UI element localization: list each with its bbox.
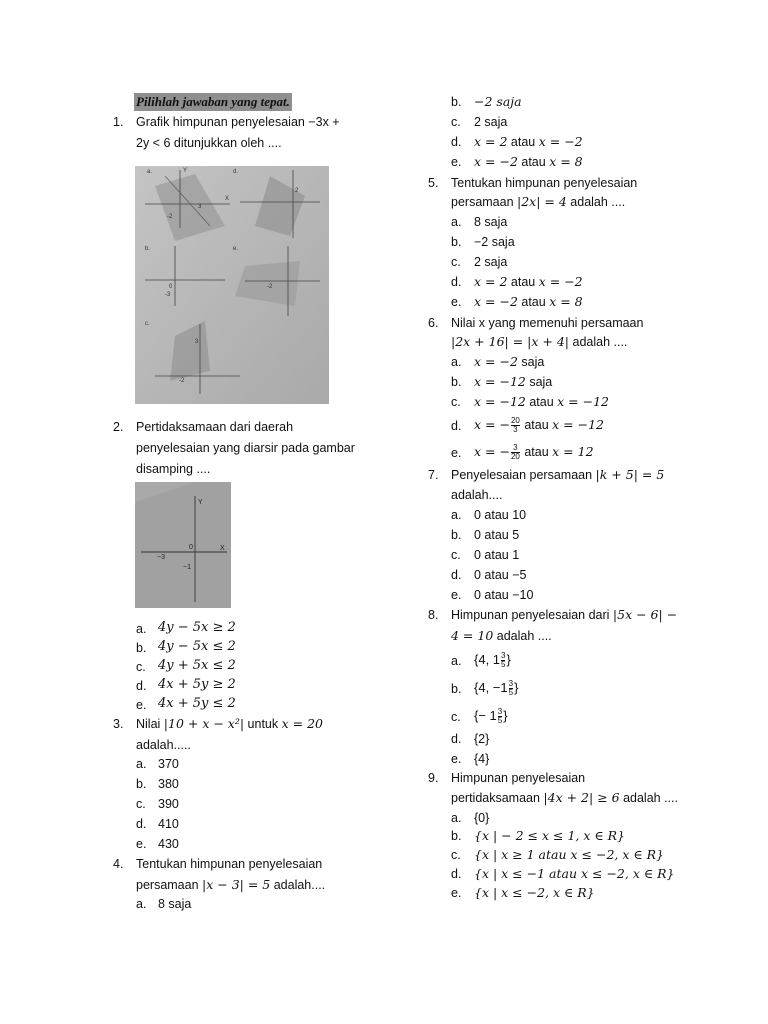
option-text[interactable]: x = − $\frac{3}{20}$ atau x = 12 bbox=[474, 443, 594, 462]
graph-label: a. bbox=[147, 169, 153, 175]
question-text: pertidaksamaan |4x + 2| ≥ 6 adalah .... bbox=[451, 790, 678, 805]
option-letter: c. bbox=[451, 115, 461, 129]
option-letter: c. bbox=[451, 395, 461, 409]
option-text[interactable]: 0 atau −5 bbox=[474, 568, 527, 582]
option-text[interactable]: x = −12 saja bbox=[474, 374, 553, 389]
option-text[interactable]: {x | x ≤ −1 atau x ≤ −2, x ∈ R} bbox=[474, 866, 675, 881]
option-letter: d. bbox=[451, 275, 462, 289]
question-text: adalah.... bbox=[451, 488, 503, 502]
option-text[interactable]: {x | x ≥ 1 atau x ≤ −2, x ∈ R} bbox=[474, 847, 664, 862]
option-text[interactable]: 8 saja bbox=[158, 897, 192, 911]
option-text[interactable]: 4x + 5y ≤ 2 bbox=[158, 696, 236, 711]
question-text: Himpunan penyelesaian bbox=[451, 771, 586, 785]
option-letter: b. bbox=[451, 528, 462, 542]
option-text[interactable]: 4y − 5x ≤ 2 bbox=[158, 639, 236, 654]
option-letter: d. bbox=[451, 568, 462, 582]
option-letter: a. bbox=[136, 757, 147, 771]
option-letter: c. bbox=[451, 255, 461, 269]
option-letter: d. bbox=[451, 732, 462, 746]
graph-label: d. bbox=[233, 169, 239, 175]
option-letter: c. bbox=[451, 710, 461, 724]
graph-options-photo bbox=[135, 166, 329, 404]
option-letter: b. bbox=[451, 375, 462, 389]
question-text: adalah..... bbox=[136, 738, 191, 752]
option-text[interactable]: 390 bbox=[158, 797, 179, 811]
option-text[interactable]: 0 atau 1 bbox=[474, 548, 520, 562]
question-number: 1. bbox=[113, 115, 124, 129]
option-text[interactable]: {2} bbox=[474, 732, 490, 746]
question-text: Pertidaksamaan dari daerah bbox=[136, 420, 294, 434]
tick-label: 0 bbox=[169, 284, 173, 290]
question-number: 2. bbox=[113, 420, 124, 434]
option-text[interactable]: 2 saja bbox=[474, 255, 508, 269]
tick-label: -2 bbox=[179, 378, 185, 384]
option-text[interactable]: x = −2 saja bbox=[474, 354, 545, 369]
question-number: 5. bbox=[428, 176, 439, 190]
option-text[interactable]: {− 1 $\frac{3}{5}$ } bbox=[474, 707, 508, 726]
instruction-heading: Pilihlah jawaban yang tepat. bbox=[136, 94, 290, 109]
axis-label: Y bbox=[183, 168, 188, 174]
tick-label: 3 bbox=[198, 204, 202, 210]
option-text[interactable]: 8 saja bbox=[474, 215, 508, 229]
option-text[interactable]: x = −2 atau x = 8 bbox=[474, 294, 583, 309]
option-letter: e. bbox=[451, 886, 462, 900]
option-text[interactable]: 0 atau 10 bbox=[474, 508, 527, 522]
option-text[interactable]: x = 2 atau x = −2 bbox=[474, 274, 583, 289]
option-letter: e. bbox=[451, 295, 462, 309]
option-text[interactable]: −2 saja bbox=[474, 94, 522, 109]
option-letter: a. bbox=[451, 508, 462, 522]
option-letter: a. bbox=[451, 215, 462, 229]
tick-label: 2 bbox=[295, 188, 299, 194]
option-letter: d. bbox=[136, 679, 147, 693]
option-letter: e. bbox=[136, 698, 147, 712]
option-letter: d. bbox=[451, 419, 462, 433]
option-text[interactable]: 430 bbox=[158, 837, 179, 851]
tick-label: −1 bbox=[183, 564, 191, 571]
axis-label: X bbox=[220, 545, 225, 552]
option-text[interactable]: {4} bbox=[474, 752, 490, 766]
option-text[interactable]: {4, 1 $\frac{3}{5}$ } bbox=[474, 651, 511, 670]
option-text[interactable]: {x | − 2 ≤ x ≤ 1, x ∈ R} bbox=[474, 828, 625, 843]
option-letter: e. bbox=[451, 446, 462, 460]
question-number: 3. bbox=[113, 717, 124, 731]
option-text[interactable]: 4y + 5x ≤ 2 bbox=[158, 658, 236, 673]
option-text[interactable]: x = −12 atau x = −12 bbox=[474, 394, 609, 409]
option-letter: b. bbox=[136, 641, 147, 655]
tick-label: -3 bbox=[165, 292, 171, 298]
option-text[interactable]: 410 bbox=[158, 817, 179, 831]
question-text: persamaan |x − 3| = 5 adalah.... bbox=[136, 877, 326, 892]
option-letter: b. bbox=[451, 682, 462, 696]
option-letter: b. bbox=[451, 235, 462, 249]
graph-label: e. bbox=[233, 246, 239, 252]
option-letter: a. bbox=[451, 811, 462, 825]
option-letter: b. bbox=[136, 777, 147, 791]
option-text[interactable]: 370 bbox=[158, 757, 179, 771]
option-text[interactable]: −2 saja bbox=[474, 235, 515, 249]
question-text: 2y < 6 ditunjukkan oleh .... bbox=[136, 136, 282, 150]
option-letter: c. bbox=[451, 548, 461, 562]
option-letter: c. bbox=[136, 797, 146, 811]
question-text: penyelesaian yang diarsir pada gambar bbox=[136, 441, 355, 455]
tick-label: 0 bbox=[189, 544, 193, 551]
option-letter: c. bbox=[451, 848, 461, 862]
option-text[interactable]: {4, −1 $\frac{3}{5}$ } bbox=[474, 679, 519, 698]
option-text[interactable]: x = 2 atau x = −2 bbox=[474, 134, 583, 149]
option-letter: d. bbox=[451, 867, 462, 881]
option-text[interactable]: 0 atau 5 bbox=[474, 528, 520, 542]
question-text: |2x + 16| = |x + 4| adalah .... bbox=[451, 334, 628, 349]
graph-label: b. bbox=[145, 246, 151, 252]
question-text: Himpunan penyelesaian dari |5x − 6| − bbox=[451, 607, 678, 622]
option-letter: e. bbox=[451, 588, 462, 602]
question-text: 4 = 10 adalah .... bbox=[451, 628, 552, 643]
question-text: disamping .... bbox=[136, 462, 211, 476]
option-letter: b. bbox=[451, 829, 462, 843]
question-text: Tentukan himpunan penyelesaian bbox=[451, 176, 638, 190]
option-text[interactable]: {0} bbox=[474, 811, 490, 825]
option-letter: e. bbox=[136, 837, 147, 851]
option-letter: b. bbox=[451, 95, 462, 109]
option-text[interactable]: 380 bbox=[158, 777, 179, 791]
option-text[interactable]: x = − $\frac{20}{3}$ atau x = −12 bbox=[474, 416, 604, 435]
tick-label: −3 bbox=[157, 554, 165, 561]
option-letter: e. bbox=[451, 155, 462, 169]
graph-photo bbox=[135, 482, 231, 608]
question-text: Penyelesaian persamaan |k + 5| = 5 bbox=[451, 467, 665, 482]
question-number: 9. bbox=[428, 771, 439, 785]
question-text: Grafik himpunan penyelesaian −3x + bbox=[136, 115, 340, 129]
option-text[interactable]: x = −2 atau x = 8 bbox=[474, 154, 583, 169]
axis-label: X bbox=[225, 196, 230, 202]
option-text[interactable]: 2 saja bbox=[474, 115, 508, 129]
option-text[interactable]: {x | x ≤ −2, x ∈ R} bbox=[474, 885, 595, 900]
option-letter: c. bbox=[136, 660, 146, 674]
option-text[interactable]: 0 atau −10 bbox=[474, 588, 534, 602]
option-letter: d. bbox=[451, 135, 462, 149]
axis-label: Y bbox=[198, 499, 203, 506]
option-letter: a. bbox=[451, 355, 462, 369]
option-letter: d. bbox=[136, 817, 147, 831]
question-text: persamaan |2x| = 4 adalah .... bbox=[451, 194, 626, 209]
question-number: 7. bbox=[428, 468, 439, 482]
tick-label: -2 bbox=[267, 284, 273, 290]
option-letter: a. bbox=[136, 897, 147, 911]
question-number: 4. bbox=[113, 857, 124, 871]
option-text[interactable]: 4y − 5x ≥ 2 bbox=[158, 620, 236, 635]
question-text: Tentukan himpunan penyelesaian bbox=[136, 857, 323, 871]
question-number: 8. bbox=[428, 608, 439, 622]
option-letter: e. bbox=[451, 752, 462, 766]
graph-label: c. bbox=[145, 321, 150, 327]
question-text: Nilai |10 + x − x²| untuk x = 20 bbox=[136, 716, 323, 731]
question-number: 6. bbox=[428, 316, 439, 330]
option-text[interactable]: 4x + 5y ≥ 2 bbox=[158, 677, 236, 692]
tick-label: -2 bbox=[167, 214, 173, 220]
question-text: Nilai x yang memenuhi persamaan bbox=[451, 316, 644, 330]
option-letter: a. bbox=[451, 654, 462, 668]
tick-label: 3 bbox=[195, 339, 199, 345]
option-letter: a. bbox=[136, 622, 147, 636]
